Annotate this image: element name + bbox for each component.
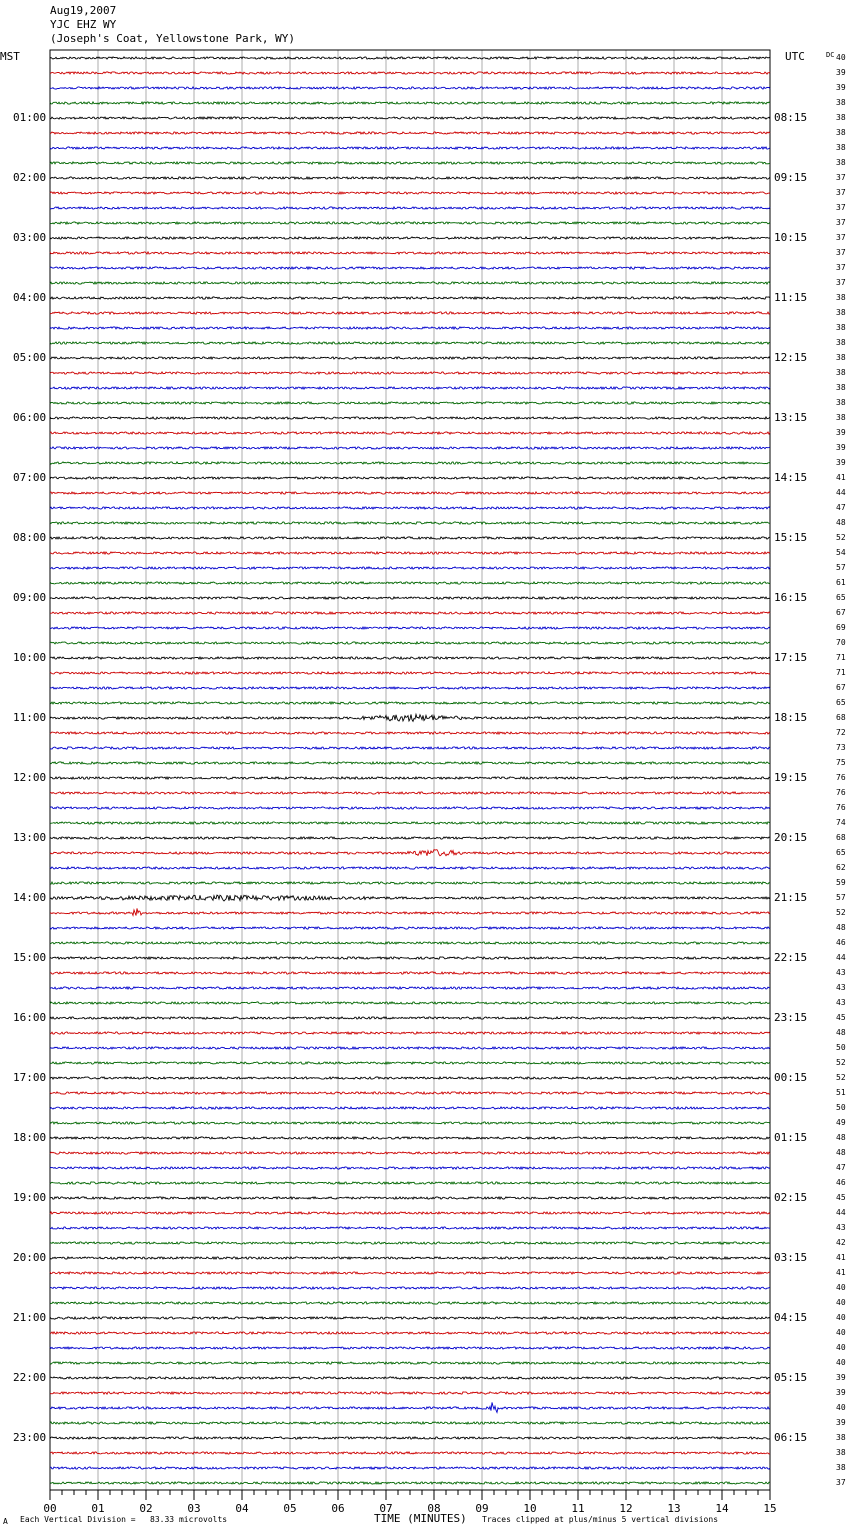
trace-row-70 — [50, 1107, 770, 1109]
dc-offset-value: 48 — [836, 1028, 846, 1037]
trace-row-33 — [50, 552, 770, 554]
trace-row-67 — [50, 1062, 770, 1064]
dc-offset-value: 50 — [836, 1043, 846, 1052]
right-hour-label: 09:15 — [774, 171, 808, 184]
dc-offset-value: 38 — [836, 113, 846, 122]
x-tick-label: 00 — [43, 1502, 57, 1515]
trace-row-81 — [50, 1272, 770, 1274]
left-hour-label: 16:00 — [13, 1011, 47, 1024]
trace-row-34 — [50, 567, 770, 569]
dc-offset-value: 38 — [836, 1433, 846, 1442]
dc-offset-label: DC — [826, 51, 835, 59]
left-hour-label: 21:00 — [13, 1311, 47, 1324]
dc-offset-value: 44 — [836, 1208, 846, 1217]
dc-offset-value: 43 — [836, 968, 846, 977]
trace-row-76 — [50, 1197, 770, 1199]
trace-row-51 — [50, 822, 770, 824]
trace-row-69 — [50, 1092, 770, 1094]
left-hour-label: 08:00 — [13, 531, 47, 544]
left-hour-label: 12:00 — [13, 771, 47, 784]
trace-row-27 — [50, 462, 770, 464]
trace-row-40 — [50, 657, 770, 659]
trace-row-91 — [50, 1422, 770, 1424]
dc-offset-value: 38 — [836, 323, 846, 332]
dc-offset-value: 44 — [836, 488, 846, 497]
trace-row-22 — [50, 387, 770, 389]
trace-row-62 — [50, 987, 770, 989]
dc-offset-value: 75 — [836, 758, 846, 767]
trace-row-57 — [50, 908, 770, 915]
x-tick-label: 06 — [331, 1502, 345, 1515]
dc-offset-value: 43 — [836, 1223, 846, 1232]
trace-row-32 — [50, 537, 770, 539]
trace-row-84 — [50, 1317, 770, 1319]
left-hour-label: 17:00 — [13, 1071, 47, 1084]
trace-row-72 — [50, 1137, 770, 1139]
right-timezone-label: UTC — [785, 50, 805, 63]
clip-note: Traces clipped at plus/minus 5 vertical divisions — [482, 1515, 719, 1524]
dc-offset-value: 71 — [836, 653, 846, 662]
station-code: YJC EHZ WY — [50, 18, 117, 31]
trace-row-41 — [50, 672, 770, 674]
trace-row-4 — [50, 117, 770, 119]
trace-row-65 — [50, 1032, 770, 1034]
trace-row-25 — [50, 432, 770, 434]
dc-offset-value: 68 — [836, 833, 846, 842]
trace-row-82 — [50, 1287, 770, 1289]
trace-row-45 — [50, 732, 770, 734]
dc-offset-value: 52 — [836, 1073, 846, 1082]
dc-offset-value: 37 — [836, 278, 846, 287]
left-hour-label: 19:00 — [13, 1191, 47, 1204]
dc-offset-value: 37 — [836, 203, 846, 212]
trace-row-66 — [50, 1047, 770, 1049]
station-location: (Joseph's Coat, Yellowstone Park, WY) — [50, 32, 296, 45]
right-hour-label: 16:15 — [774, 591, 808, 604]
trace-row-94 — [50, 1467, 770, 1469]
dc-offset-value: 38 — [836, 353, 846, 362]
dc-offset-value: 39 — [836, 68, 846, 77]
dc-offset-value: 74 — [836, 818, 846, 827]
dc-offset-value: 61 — [836, 578, 846, 587]
right-hour-label: 04:15 — [774, 1311, 808, 1324]
trace-row-95 — [50, 1482, 770, 1484]
left-hour-label: 06:00 — [13, 411, 47, 424]
x-tick-label: 10 — [523, 1502, 537, 1515]
right-hour-label: 00:15 — [774, 1071, 808, 1084]
trace-row-6 — [50, 147, 770, 149]
trace-row-73 — [50, 1152, 770, 1154]
trace-row-64 — [50, 1017, 770, 1019]
trace-row-8 — [50, 177, 770, 179]
trace-row-2 — [50, 87, 770, 89]
x-tick-label: 09 — [475, 1502, 489, 1515]
x-tick-label: 03 — [187, 1502, 201, 1515]
left-hour-label: 10:00 — [13, 651, 47, 664]
trace-row-90 — [50, 1402, 770, 1412]
dc-offset-value: 37 — [836, 1478, 846, 1487]
left-hour-label: 04:00 — [13, 291, 47, 304]
trace-row-28 — [50, 477, 770, 479]
dc-offset-value: 44 — [836, 953, 846, 962]
trace-row-31 — [50, 522, 770, 524]
dc-offset-value: 40 — [836, 1358, 846, 1367]
left-hour-label: 05:00 — [13, 351, 47, 364]
trace-row-77 — [50, 1212, 770, 1214]
left-hour-label: 02:00 — [13, 171, 47, 184]
right-hour-label: 12:15 — [774, 351, 808, 364]
trace-row-20 — [50, 357, 770, 359]
trace-row-0 — [50, 57, 770, 59]
x-tick-label: 05 — [283, 1502, 297, 1515]
dc-offset-value: 40 — [836, 1328, 846, 1337]
trace-row-49 — [50, 792, 770, 794]
dc-offset-value: 40 — [836, 1298, 846, 1307]
x-tick-label: 11 — [571, 1502, 585, 1515]
dc-offset-value: 59 — [836, 878, 846, 887]
dc-offset-value: 37 — [836, 218, 846, 227]
trace-row-18 — [50, 327, 770, 329]
trace-row-58 — [50, 927, 770, 929]
trace-row-29 — [50, 492, 770, 494]
trace-row-46 — [50, 747, 770, 749]
dc-offset-value: 48 — [836, 1148, 846, 1157]
right-hour-label: 02:15 — [774, 1191, 808, 1204]
dc-offset-value: 45 — [836, 1013, 846, 1022]
left-hour-label: 20:00 — [13, 1251, 47, 1264]
trace-row-1 — [50, 72, 770, 74]
trace-row-74 — [50, 1167, 770, 1169]
dc-offset-value: 38 — [836, 1448, 846, 1457]
dc-offset-value: 37 — [836, 248, 846, 257]
right-hour-label: 21:15 — [774, 891, 808, 904]
trace-row-56 — [50, 895, 770, 901]
trace-row-88 — [50, 1377, 770, 1379]
trace-row-44 — [50, 714, 770, 721]
trace-row-53 — [50, 850, 770, 856]
dc-offset-value: 37 — [836, 233, 846, 242]
trace-row-47 — [50, 762, 770, 764]
dc-offset-value: 62 — [836, 863, 846, 872]
x-axis-label: TIME (MINUTES) — [374, 1512, 467, 1525]
trace-row-7 — [50, 162, 770, 164]
left-hour-label: 15:00 — [13, 951, 47, 964]
dc-offset-value: 38 — [836, 368, 846, 377]
dc-offset-value: 76 — [836, 773, 846, 782]
right-hour-label: 03:15 — [774, 1251, 808, 1264]
trace-row-14 — [50, 267, 770, 269]
trace-row-75 — [50, 1182, 770, 1184]
x-tick-label: 02 — [139, 1502, 153, 1515]
x-tick-label: 08 — [427, 1502, 441, 1515]
trace-row-80 — [50, 1257, 770, 1259]
dc-offset-value: 65 — [836, 848, 846, 857]
right-hour-label: 19:15 — [774, 771, 808, 784]
right-hour-label: 23:15 — [774, 1011, 808, 1024]
dc-offset-value: 67 — [836, 683, 846, 692]
trace-row-9 — [50, 192, 770, 194]
dc-offset-value: 39 — [836, 443, 846, 452]
x-tick-label: 13 — [667, 1502, 681, 1515]
dc-offset-value: 46 — [836, 938, 846, 947]
trace-row-61 — [50, 972, 770, 974]
dc-offset-value: 50 — [836, 1103, 846, 1112]
left-hour-label: 14:00 — [13, 891, 47, 904]
dc-offset-value: 51 — [836, 1088, 846, 1097]
x-tick-label: 01 — [91, 1502, 105, 1515]
left-hour-label: 01:00 — [13, 111, 47, 124]
dc-offset-value: 46 — [836, 1178, 846, 1187]
trace-row-10 — [50, 207, 770, 209]
left-hour-label: 22:00 — [13, 1371, 47, 1384]
trace-row-24 — [50, 417, 770, 419]
record-date: Aug19,2007 — [50, 4, 117, 17]
trace-row-92 — [50, 1437, 770, 1439]
trace-row-19 — [50, 342, 770, 344]
dc-offset-value: 52 — [836, 908, 846, 917]
dc-offset-value: 38 — [836, 293, 846, 302]
trace-row-55 — [50, 882, 770, 884]
trace-row-60 — [50, 957, 770, 959]
trace-row-85 — [50, 1332, 770, 1334]
x-tick-label: 04 — [235, 1502, 249, 1515]
dc-offset-value: 76 — [836, 788, 846, 797]
trace-row-42 — [50, 687, 770, 689]
trace-row-13 — [50, 252, 770, 254]
trace-row-21 — [50, 372, 770, 374]
trace-row-35 — [50, 582, 770, 584]
dc-offset-value: 48 — [836, 923, 846, 932]
dc-offset-value: 38 — [836, 128, 846, 137]
x-tick-label: 15 — [763, 1502, 777, 1515]
dc-offset-value: 38 — [836, 158, 846, 167]
trace-row-50 — [50, 807, 770, 809]
dc-offset-value: 67 — [836, 608, 846, 617]
right-hour-label: 18:15 — [774, 711, 808, 724]
trace-row-63 — [50, 1002, 770, 1004]
dc-offset-value: 43 — [836, 998, 846, 1007]
dc-offset-value: 41 — [836, 1253, 846, 1262]
right-hour-label: 14:15 — [774, 471, 808, 484]
dc-offset-value: 69 — [836, 623, 846, 632]
dc-offset-value: 49 — [836, 1118, 846, 1127]
dc-offset-value: 41 — [836, 473, 846, 482]
left-hour-label: 18:00 — [13, 1131, 47, 1144]
dc-offset-value: 65 — [836, 593, 846, 602]
trace-row-83 — [50, 1302, 770, 1304]
dc-offset-value: 40 — [836, 53, 846, 62]
trace-row-71 — [50, 1122, 770, 1124]
trace-row-11 — [50, 222, 770, 224]
dc-offset-value: 48 — [836, 518, 846, 527]
right-hour-label: 08:15 — [774, 111, 808, 124]
trace-row-68 — [50, 1077, 770, 1079]
left-hour-label: 23:00 — [13, 1431, 47, 1444]
dc-offset-value: 39 — [836, 428, 846, 437]
dc-offset-value: 43 — [836, 983, 846, 992]
dc-offset-value: 37 — [836, 188, 846, 197]
right-hour-label: 20:15 — [774, 831, 808, 844]
trace-row-37 — [50, 612, 770, 614]
dc-offset-value: 38 — [836, 413, 846, 422]
dc-offset-value: 47 — [836, 503, 846, 512]
dc-offset-value: 47 — [836, 1163, 846, 1172]
dc-offset-value: 40 — [836, 1283, 846, 1292]
dc-offset-value: 40 — [836, 1343, 846, 1352]
dc-offset-value: 39 — [836, 83, 846, 92]
dc-offset-value: 40 — [836, 1313, 846, 1322]
dc-offset-value: 39 — [836, 1373, 846, 1382]
scale-note: Each Vertical Division = 83.33 microvolts — [20, 1515, 228, 1524]
trace-row-16 — [50, 297, 770, 299]
dc-offset-value: 37 — [836, 173, 846, 182]
right-hour-label: 10:15 — [774, 231, 808, 244]
left-hour-label: 07:00 — [13, 471, 47, 484]
dc-offset-value: 76 — [836, 803, 846, 812]
dc-offset-value: 38 — [836, 143, 846, 152]
dc-offset-value: 39 — [836, 1418, 846, 1427]
dc-offset-value: 52 — [836, 533, 846, 542]
trace-row-15 — [50, 282, 770, 284]
x-tick-label: 07 — [379, 1502, 393, 1515]
right-hour-label: 17:15 — [774, 651, 808, 664]
right-hour-label: 11:15 — [774, 291, 808, 304]
dc-offset-value: 37 — [836, 263, 846, 272]
trace-row-52 — [50, 837, 770, 839]
right-hour-label: 15:15 — [774, 531, 808, 544]
trace-row-12 — [50, 237, 770, 239]
dc-offset-value: 54 — [836, 548, 846, 557]
dc-offset-value: 45 — [836, 1193, 846, 1202]
trace-row-3 — [50, 102, 770, 104]
trace-row-17 — [50, 312, 770, 314]
trace-row-86 — [50, 1347, 770, 1349]
dc-offset-value: 72 — [836, 728, 846, 737]
trace-row-30 — [50, 507, 770, 509]
dc-offset-value: 38 — [836, 1463, 846, 1472]
trace-row-48 — [50, 777, 770, 779]
dc-offset-value: 38 — [836, 383, 846, 392]
dc-offset-value: 52 — [836, 1058, 846, 1067]
trace-row-93 — [50, 1452, 770, 1454]
dc-offset-value: 70 — [836, 638, 846, 647]
trace-row-39 — [50, 642, 770, 644]
dc-offset-value: 38 — [836, 308, 846, 317]
x-tick-label: 14 — [715, 1502, 729, 1515]
right-hour-label: 06:15 — [774, 1431, 808, 1444]
trace-row-23 — [50, 402, 770, 404]
dc-offset-value: 38 — [836, 398, 846, 407]
trace-row-54 — [50, 867, 770, 869]
dc-offset-value: 73 — [836, 743, 846, 752]
dc-offset-value: 57 — [836, 893, 846, 902]
corner-mark: A — [3, 1517, 8, 1526]
dc-offset-value: 57 — [836, 563, 846, 572]
trace-row-59 — [50, 942, 770, 944]
right-hour-label: 05:15 — [774, 1371, 808, 1384]
left-hour-label: 13:00 — [13, 831, 47, 844]
trace-row-43 — [50, 702, 770, 704]
right-hour-label: 22:15 — [774, 951, 808, 964]
trace-row-36 — [50, 597, 770, 599]
right-hour-label: 01:15 — [774, 1131, 808, 1144]
dc-offset-value: 40 — [836, 1403, 846, 1412]
dc-offset-value: 65 — [836, 698, 846, 707]
dc-offset-value: 41 — [836, 1268, 846, 1277]
trace-row-79 — [50, 1242, 770, 1244]
right-hour-label: 13:15 — [774, 411, 808, 424]
trace-row-87 — [50, 1362, 770, 1364]
left-hour-label: 03:00 — [13, 231, 47, 244]
dc-offset-value: 42 — [836, 1238, 846, 1247]
dc-offset-value: 39 — [836, 1388, 846, 1397]
dc-offset-value: 38 — [836, 98, 846, 107]
dc-offset-value: 68 — [836, 713, 846, 722]
trace-row-5 — [50, 132, 770, 134]
x-tick-label: 12 — [619, 1502, 633, 1515]
dc-offset-value: 71 — [836, 668, 846, 677]
left-timezone-label: MST — [0, 50, 20, 63]
trace-row-78 — [50, 1227, 770, 1229]
trace-row-89 — [50, 1392, 770, 1394]
dc-offset-value: 39 — [836, 458, 846, 467]
left-hour-label: 11:00 — [13, 711, 47, 724]
dc-offset-value: 48 — [836, 1133, 846, 1142]
trace-row-26 — [50, 447, 770, 449]
trace-row-38 — [50, 627, 770, 629]
left-hour-label: 09:00 — [13, 591, 47, 604]
dc-offset-value: 38 — [836, 338, 846, 347]
